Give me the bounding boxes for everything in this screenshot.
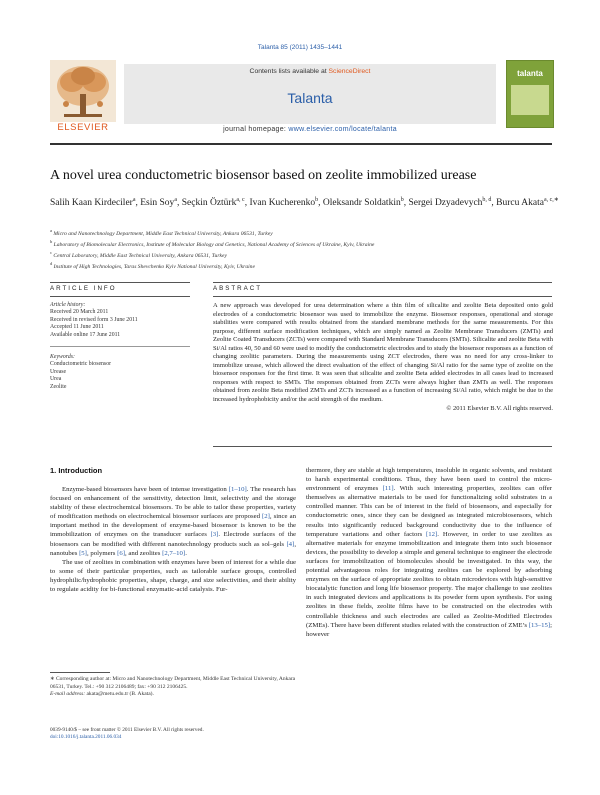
intro-paragraph bbox=[50, 558, 296, 594]
contents-prefix: Contents lists available at bbox=[249, 68, 329, 75]
body-text: . With such interesting properties, zeolites can offer themselves as alternative materials to be used for functionalizing solid substrates in a controlled manner. This can be of interest in the field of biosensors, and especially for conductometric ones, since they can be designed as integrated microbiosensors, which results into significantly reduced background conductivity due to the influence of temperature variations and other factors bbox=[306, 485, 552, 538]
article-history-list bbox=[50, 309, 190, 339]
author-name[interactable]: Seçkin Öztürk bbox=[181, 198, 237, 209]
keyword-item: Urea bbox=[50, 376, 62, 383]
journal-header-box bbox=[124, 64, 496, 133]
history-item: Accepted 11 June 2011 bbox=[50, 324, 104, 331]
article-history-label: Article history: bbox=[50, 302, 86, 308]
author-affiliation-marker[interactable]: a bbox=[132, 197, 136, 203]
affiliation-marker: c bbox=[50, 250, 52, 256]
body-text: thermore, they are stable at high temperatures, insoluble in organic solvents, and resistant to harsh experimental conditions. Thus, they have been used to control the micro-environment of enzymes bbox=[306, 467, 552, 493]
author-list: Salih Kaan Kirdeciler$^a$, Esin Soy$^a$, Seçkin Öztürk$^{a, c}$, Ivan Kucherenko$^b$, Oleksandr Soldatkin$^b$, Sergei Dzyadevych$^{b, d}$, Burcu Akata$^{a, c,∗}$ bbox=[50, 197, 559, 209]
affiliation-text: Laboratory of Biomolecular Electronics, Institute of Molecular Biology and Genetics, National Academy of Sciences of Ukraine, Kyiv, Ukraine bbox=[52, 242, 375, 249]
journal-homepage-link[interactable]: www.elsevier.com/locate/talanta bbox=[288, 126, 397, 133]
intro-left-column bbox=[50, 485, 296, 594]
affiliation-marker: a bbox=[50, 228, 52, 233]
abstract-end-rule bbox=[213, 446, 552, 447]
reference-link[interactable]: [11] bbox=[382, 485, 394, 493]
affiliation-item bbox=[50, 249, 560, 260]
intro-paragraph bbox=[306, 466, 552, 639]
abstract-text: A new approach was developed for urea determination where a thin film of silicalite and zeolite Beta deposited onto gold electrodes of a conductometric biosensor was used to immobilize the enzyme. Biosensor responses, operational and storage stabilities were compared with results obtained from the standard membrane methods for the same measurements. For this purpose, different surface modification techniques, which are simply named as Zeolite Membrane Transducers (ZMTs) and Zeolite Coated Transducers (ZCTs) were compared with Standard Membrane Transducers (SMTs). Silicalite and zeolite Beta with Si/Al ratios 40, 50 and 60 were used to modify the conductometric electrodes and to study the biosensor responses as a function of changing zeolitic parameters. During the measurements using ZCT electrodes, there was no need for any cross-linker to immobilize urease, which allowed the direct evaluation of the effect of changing Si/Al ratio for the same type of zeolite on the biosensor responses for the first time. It was seen that silicalite and zeolite Beta added electrodes in all cases lead to increased responses with respect to SMTs. The responses obtained from ZCTs were always higher than ZMTs as well. The responses obtained from zeolite Beta modified ZMTs and ZCTs increased as a function of increasing Si/Al ratio, which might be due to the increased hydrophobicity and/or the acid strength of the medium. bbox=[213, 302, 553, 404]
author-name[interactable]: Oleksandr Soldatkin bbox=[322, 198, 401, 209]
author-affiliation-marker[interactable]: b, d bbox=[482, 197, 492, 203]
reference-link[interactable]: [3] bbox=[210, 531, 219, 539]
author-affiliation-marker[interactable]: a bbox=[174, 197, 177, 203]
keywords-label: Keywords: bbox=[50, 354, 75, 360]
reference-link[interactable]: [4] bbox=[286, 540, 295, 548]
abstract-bottom-rule bbox=[213, 296, 552, 297]
reference-link[interactable]: [12] bbox=[426, 530, 438, 538]
article-info-heading: ARTICLE INFO bbox=[50, 285, 117, 292]
keyword-item: Conductometric biosensor bbox=[50, 361, 112, 368]
abstract-copyright: © 2011 Elsevier B.V. All rights reserved. bbox=[446, 404, 553, 412]
sciencedirect-link[interactable]: ScienceDirect bbox=[328, 68, 371, 75]
cover-title: talanta bbox=[517, 69, 543, 78]
elsevier-wordmark: ELSEVIER bbox=[57, 122, 109, 133]
journal-homepage-line bbox=[124, 126, 496, 133]
author-affiliation-marker[interactable]: a, c,∗ bbox=[543, 197, 559, 203]
history-item: Received in revised form 3 June 2011 bbox=[50, 316, 138, 323]
body-text: . The research has focused on enhancement of the sensitivity, detection limit, selectivity and the storage stability of these electrochemical biosensors. To be able to tailor these properties, variety of modification methods on electrochemical biosensor surfaces are proposed bbox=[50, 486, 296, 521]
author-name[interactable]: Salih Kaan Kirdeciler bbox=[50, 198, 133, 209]
elsevier-tree-icon bbox=[50, 60, 116, 122]
history-item: Available online 17 June 2011 bbox=[50, 331, 121, 338]
introduction-heading: 1. Introduction bbox=[50, 466, 103, 475]
keywords-list bbox=[50, 361, 190, 391]
author-affiliation-marker[interactable]: a, c bbox=[236, 197, 245, 203]
reference-link[interactable]: [2,7–10] bbox=[162, 549, 186, 557]
body-text: , since an important method in the development of enzyme-based biosensor is known to be the immobilization of enzymes on the transducer surfaces bbox=[50, 513, 296, 539]
email-line bbox=[50, 691, 296, 699]
article-info-top-rule bbox=[50, 282, 190, 283]
abstract-top-rule bbox=[213, 282, 552, 283]
affiliation-item bbox=[50, 238, 560, 249]
history-item: Received 20 March 2011 bbox=[50, 309, 109, 316]
journal-cover-thumbnail[interactable] bbox=[506, 60, 554, 128]
author-affiliation-marker[interactable]: b bbox=[315, 197, 319, 203]
reference-link[interactable]: [13–15] bbox=[528, 621, 551, 629]
author-name[interactable]: Sergei Dzyadevych bbox=[408, 198, 483, 209]
body-text: , nanotubes bbox=[50, 540, 296, 557]
doi-link[interactable]: doi:10.1016/j.talanta.2011.06.034 bbox=[50, 734, 122, 741]
journal-citation[interactable]: Talanta 85 (2011) 1435–1441 bbox=[257, 44, 343, 51]
affiliation-item bbox=[50, 227, 560, 238]
history-keywords-divider bbox=[50, 346, 190, 347]
cover-graphic bbox=[511, 85, 549, 115]
article-info-bottom-rule bbox=[50, 296, 190, 297]
footnote-rule bbox=[50, 672, 110, 673]
reference-link[interactable]: [1–10] bbox=[228, 486, 247, 493]
email-address[interactable]: akata@metu.edu.tr (B. Akata). bbox=[85, 691, 154, 698]
affiliation-text: Micro and Nanotechnology Department, Middle East Technical University, Ankara 06531, Turkey bbox=[52, 230, 273, 237]
journal-name: Talanta bbox=[287, 90, 333, 106]
affiliation-list bbox=[50, 227, 560, 272]
reference-link[interactable]: [2] bbox=[262, 513, 270, 521]
body-text: ; however bbox=[306, 621, 552, 638]
affiliation-marker: b bbox=[50, 239, 53, 245]
header-divider bbox=[50, 143, 552, 145]
keyword-item: Zeolite bbox=[50, 383, 67, 390]
affiliation-item bbox=[50, 260, 560, 271]
keyword-item: Urease bbox=[50, 368, 67, 375]
body-text: Enzyme-based biosensors have been of intense investigation bbox=[62, 486, 229, 493]
abstract-body bbox=[213, 302, 553, 413]
affiliation-text: Central Laboratory, Middle East Technical University, Ankara 06531, Turkey bbox=[52, 253, 227, 260]
author-name[interactable]: Ivan Kucherenko bbox=[249, 198, 316, 209]
body-text: . However, in order to use zeolites as alternative materials for enzyme immobilization and integrate them into such biosensor devices, the possibility to develop a simple and general technique to engineer the electrode surfaces for immobilization of biomolecules should be investigated. In this way, the potential advantageous roles for integrating zeolites can be explored by adsorbing enzymes on the surface of appropriate zeolites to obtain microdevices with high-sensitive biocatalytic function and long life biosensor property. The major challenge to use zeolites in such integrated devices and applications is its powder form upon synthesis. For using zeolites in these fields, zeolite films have to be constructed on the electrodes with controllable thickness and such electrodes are called as Zeolite-Modified Electrodes (ZMEs). There have been different studies related with the construction of ZME’s bbox=[306, 530, 553, 629]
corresponding-author-text: ∗ Corresponding author at: Micro and Nanotechnology Department, Middle East Technical University, Ankara 06531, Turkey. Tel.: +90 312 2106489; fax: +90 312 2106425. bbox=[50, 676, 296, 690]
affiliation-marker: d bbox=[50, 261, 53, 267]
body-text: , and zeolites bbox=[125, 549, 163, 557]
contents-line bbox=[124, 68, 496, 75]
intro-paragraph bbox=[50, 485, 296, 558]
article-title: A novel urea conductometric biosensor based on zeolite immobilized urease bbox=[50, 168, 477, 183]
author-affiliation-marker[interactable]: b bbox=[400, 197, 404, 203]
elsevier-logo bbox=[50, 60, 116, 132]
author-name[interactable]: Burcu Akata bbox=[496, 198, 544, 209]
intro-right-column bbox=[306, 466, 552, 639]
body-text: . bbox=[185, 549, 187, 557]
issn-line: 0039-9140/$ – see front matter © 2011 Elsevier B.V. All rights reserved. bbox=[50, 727, 204, 733]
homepage-prefix: journal homepage: bbox=[223, 126, 289, 133]
body-text: , polymers bbox=[86, 549, 118, 557]
front-matter-info bbox=[50, 727, 300, 742]
body-text: . Electrode surfaces of the biosensors can be modified with different nanotechnology products such as sol–gels bbox=[50, 531, 296, 548]
reference-link[interactable]: [6] bbox=[117, 549, 125, 557]
affiliation-text: Institute of High Technologies, Taras Shevchenko Kyiv National University, Kyiv, Ukraine bbox=[52, 264, 255, 271]
author-name[interactable]: Esin Soy bbox=[140, 198, 175, 209]
keywords-block bbox=[50, 354, 190, 391]
abstract-heading: ABSTRACT bbox=[213, 285, 263, 292]
body-text: The use of zeolites in combination with enzymes have been of interest for a while due to some of their particular properties, such as tailorable surface groups, controlled hydrophilic/hydrophobic properties, shape, charge, and size selectivities, and their ability to regulate acidity for bi-functional enzymatic-acid catalysis. Fur- bbox=[50, 558, 296, 594]
article-history bbox=[50, 302, 190, 339]
corresponding-author-footnote bbox=[50, 676, 296, 699]
email-label: E-mail address: bbox=[50, 691, 86, 698]
reference-link[interactable]: [5] bbox=[79, 549, 87, 557]
